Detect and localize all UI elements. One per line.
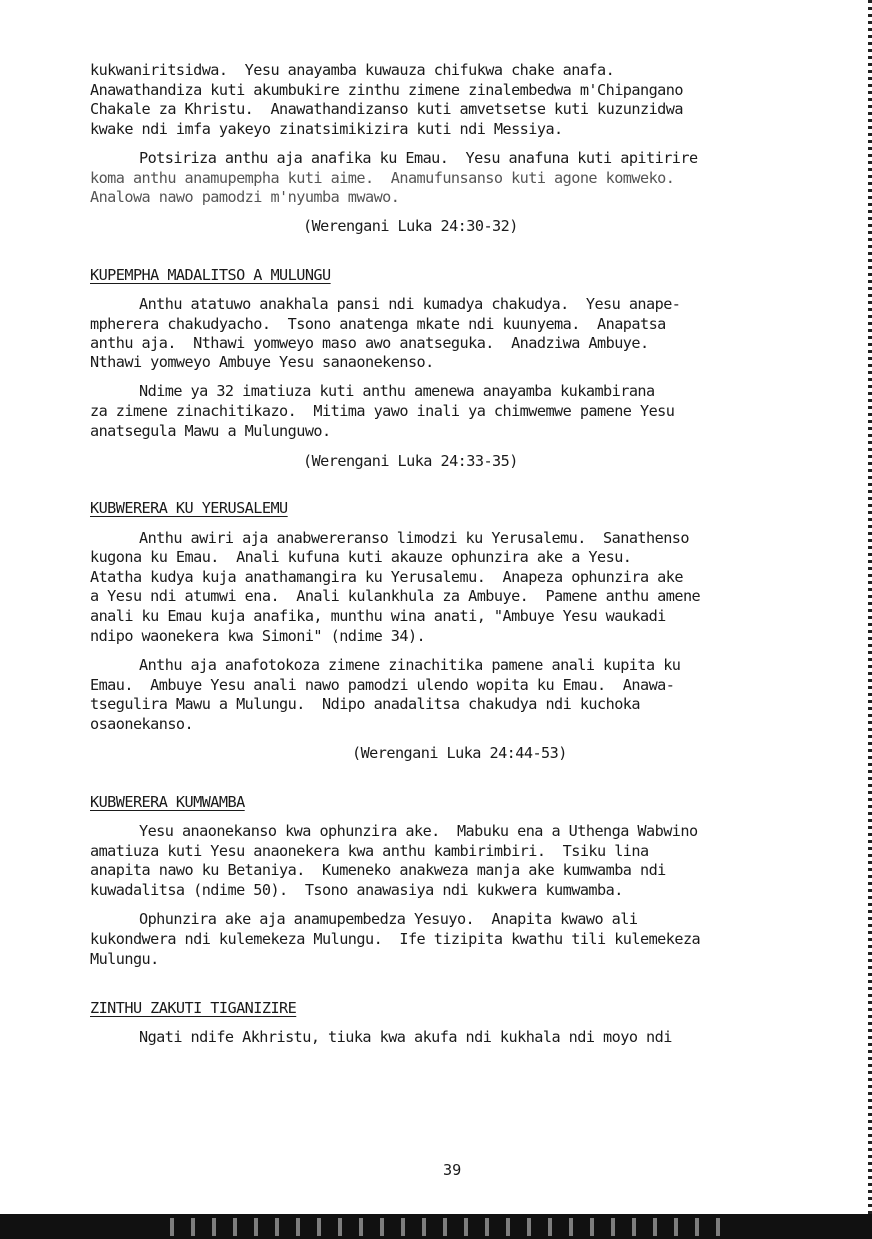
body-line: Emau. Ambuye Yesu anali nawo pamodzi ulendo wopita ku Emau. Anawa- <box>90 676 675 694</box>
body-line: kukwaniritsidwa. Yesu anayamba kuwauza chifukwa chake anafa. <box>90 61 615 79</box>
body-line: za zimene zinachitikazo. Mitima yawo inali ya chimwemwe pamene Yesu <box>90 402 675 420</box>
page-number: 39 <box>443 1161 462 1179</box>
section-heading: KUBWERERA KU YERUSALEMU <box>90 499 288 517</box>
body-line: Anthu awiri aja anabwereranso limodzi ku Yerusalemu. Sanathenso <box>139 529 689 547</box>
section-heading: KUPEMPHA MADALITSO A MULUNGU <box>90 266 331 284</box>
scripture-reference: (Werengani Luka 24:30-32) <box>303 217 518 235</box>
scripture-reference: (Werengani Luka 24:44-53) <box>352 744 567 762</box>
body-line: kuwadalitsa (ndime 50). Tsono anawasiya ndi kukwera kumwamba. <box>90 881 623 899</box>
body-line: tsegulira Mawu a Mulungu. Ndipo anadalitsa chakudya ndi kuchoka <box>90 695 640 713</box>
body-line: Nthawi yomweyo Ambuye Yesu sanaonekenso. <box>90 353 434 371</box>
binding-holes <box>170 1218 725 1236</box>
scripture-reference: (Werengani Luka 24:33-35) <box>303 452 518 470</box>
body-line: kwake ndi imfa yakeyo zinatsimikizira kuti ndi Messiya. <box>90 120 563 138</box>
body-line: Anawathandiza kuti akumbukire zinthu zimene zinalembedwa m'Chipangano <box>90 81 683 99</box>
body-line: koma anthu anamupempha kuti aime. Anamufunsanso kuti agone komweko. <box>90 169 675 187</box>
body-line: amatiuza kuti Yesu anaonekera kwa anthu kambirimbiri. Tsiku lina <box>90 842 649 860</box>
body-line: Ndime ya 32 imatiuza kuti anthu amenewa anayamba kukambirana <box>139 382 655 400</box>
section-heading: KUBWERERA KUMWAMBA <box>90 793 245 811</box>
body-line: Analowa nawo pamodzi m'nyumba mwawo. <box>90 188 400 206</box>
body-line: Mulungu. <box>90 950 159 968</box>
body-line: Potsiriza anthu aja anafika ku Emau. Yesu anafuna kuti apitirire <box>139 149 698 167</box>
body-line: kukondwera ndi kulemekeza Mulungu. Ife tizipita kwathu tili kulemekeza <box>90 930 701 948</box>
body-line: osaonekanso. <box>90 715 194 733</box>
body-line: anali ku Emau kuja anafika, munthu wina anati, "Ambuye Yesu waukadi <box>90 607 666 625</box>
body-line: mpherera chakudyacho. Tsono anatenga mkate ndi kuunyema. Anapatsa <box>90 315 666 333</box>
body-line: Ophunzira ake aja anamupembedza Yesuyo. Anapita kwawo ali <box>139 910 638 928</box>
scan-edge-mark <box>868 0 872 1239</box>
body-line: kugona ku Emau. Anali kufuna kuti akauze ophunzira ake a Yesu. <box>90 548 632 566</box>
section-heading: ZINTHU ZAKUTI TIGANIZIRE <box>90 999 297 1017</box>
body-line: Yesu anaonekanso kwa ophunzira ake. Mabuku ena a Uthenga Wabwino <box>139 822 698 840</box>
body-line: Anthu aja anafotokoza zimene zinachitika pamene anali kupita ku <box>139 656 681 674</box>
body-line: ndipo waonekera kwa Simoni" (ndime 34). <box>90 627 426 645</box>
body-line: Ngati ndife Akhristu, tiuka kwa akufa ndi kukhala ndi moyo ndi <box>139 1028 672 1046</box>
body-line: a Yesu ndi atumwi ena. Anali kulankhula za Ambuye. Pamene anthu amene <box>90 587 701 605</box>
scan-bottom-band <box>0 1214 872 1239</box>
body-line: Atatha kudya kuja anathamangira ku Yerusalemu. Anapeza ophunzira ake <box>90 568 683 586</box>
body-line: Chakale za Khristu. Anawathandizanso kuti amvetsetse kuti kuzunzidwa <box>90 100 683 118</box>
body-line: anthu aja. Nthawi yomweyo maso awo anatseguka. Anadziwa Ambuye. <box>90 334 649 352</box>
body-line: anapita nawo ku Betaniya. Kumeneko anakweza manja ake kumwamba ndi <box>90 861 666 879</box>
body-line: anatsegula Mawu a Mulunguwo. <box>90 422 331 440</box>
body-line: Anthu atatuwo anakhala pansi ndi kumadya chakudya. Yesu anape- <box>139 295 681 313</box>
